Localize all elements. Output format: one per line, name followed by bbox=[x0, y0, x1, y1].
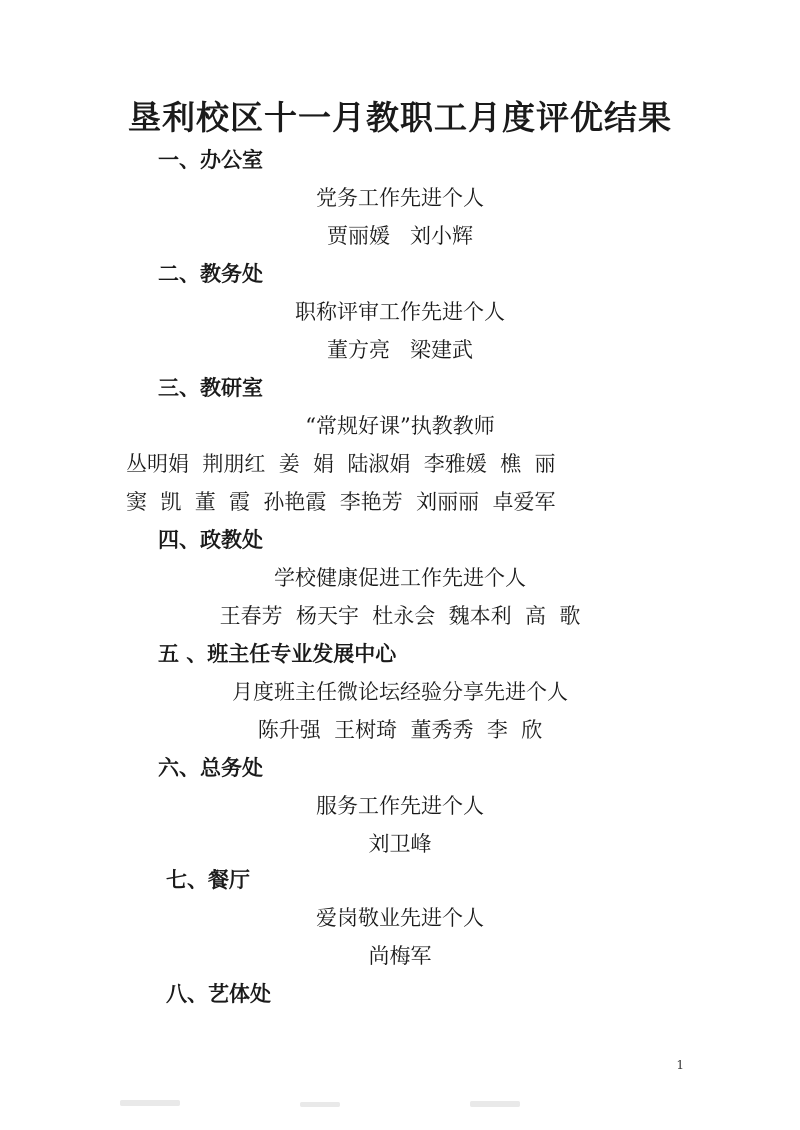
award-names-teaching-research-row-2: 窦 凯 董 霞 孙艳霞 李艳芳 刘丽丽 卓爱军 bbox=[126, 490, 556, 514]
award-names-canteen: 尚梅军 bbox=[368, 944, 432, 968]
scan-artifact bbox=[470, 1101, 520, 1107]
section-heading-office: 一、办公室 bbox=[158, 148, 263, 172]
award-title-political-education: 学校健康促进工作先进个人 bbox=[274, 566, 526, 590]
section-heading-academic-affairs: 二、教务处 bbox=[158, 262, 263, 286]
section-heading-teaching-research: 三、教研室 bbox=[158, 376, 263, 400]
section-heading-canteen: 七、餐厅 bbox=[166, 868, 250, 892]
award-names-office: 贾丽媛 刘小辉 bbox=[326, 224, 474, 248]
award-title-canteen: 爱岗敬业先进个人 bbox=[316, 906, 484, 930]
page-title: 垦利校区十一月教职工月度评优结果 bbox=[128, 98, 672, 137]
award-title-general-affairs: 服务工作先进个人 bbox=[316, 794, 484, 818]
award-title-academic-affairs: 职称评审工作先进个人 bbox=[295, 300, 505, 324]
award-title-teaching-research: “常规好课”执教教师 bbox=[305, 414, 495, 438]
award-names-general-affairs: 刘卫峰 bbox=[368, 832, 432, 856]
scan-artifact bbox=[120, 1100, 180, 1106]
award-names-teaching-research-row-1: 丛明娟 荆朋红 姜 娟 陆淑娟 李雅媛 樵 丽 bbox=[126, 452, 556, 476]
award-names-academic-affairs: 董方亮 梁建武 bbox=[326, 338, 474, 362]
award-names-political-education: 王春芳 杨天宇 杜永会 魏本利 高 歌 bbox=[219, 604, 581, 628]
scan-artifact bbox=[300, 1102, 340, 1107]
page-number: 1 bbox=[676, 1058, 684, 1072]
award-names-head-teacher-center: 陈升强 王树琦 董秀秀 李 欣 bbox=[257, 718, 543, 742]
award-title-office: 党务工作先进个人 bbox=[316, 186, 484, 210]
section-heading-political-education: 四、政教处 bbox=[158, 528, 263, 552]
section-heading-head-teacher-center: 五 、班主任专业发展中心 bbox=[158, 642, 397, 666]
award-title-head-teacher-center: 月度班主任微论坛经验分享先进个人 bbox=[232, 680, 568, 704]
section-heading-general-affairs: 六、总务处 bbox=[158, 756, 263, 780]
section-heading-arts-sports: 八、艺体处 bbox=[166, 982, 271, 1006]
